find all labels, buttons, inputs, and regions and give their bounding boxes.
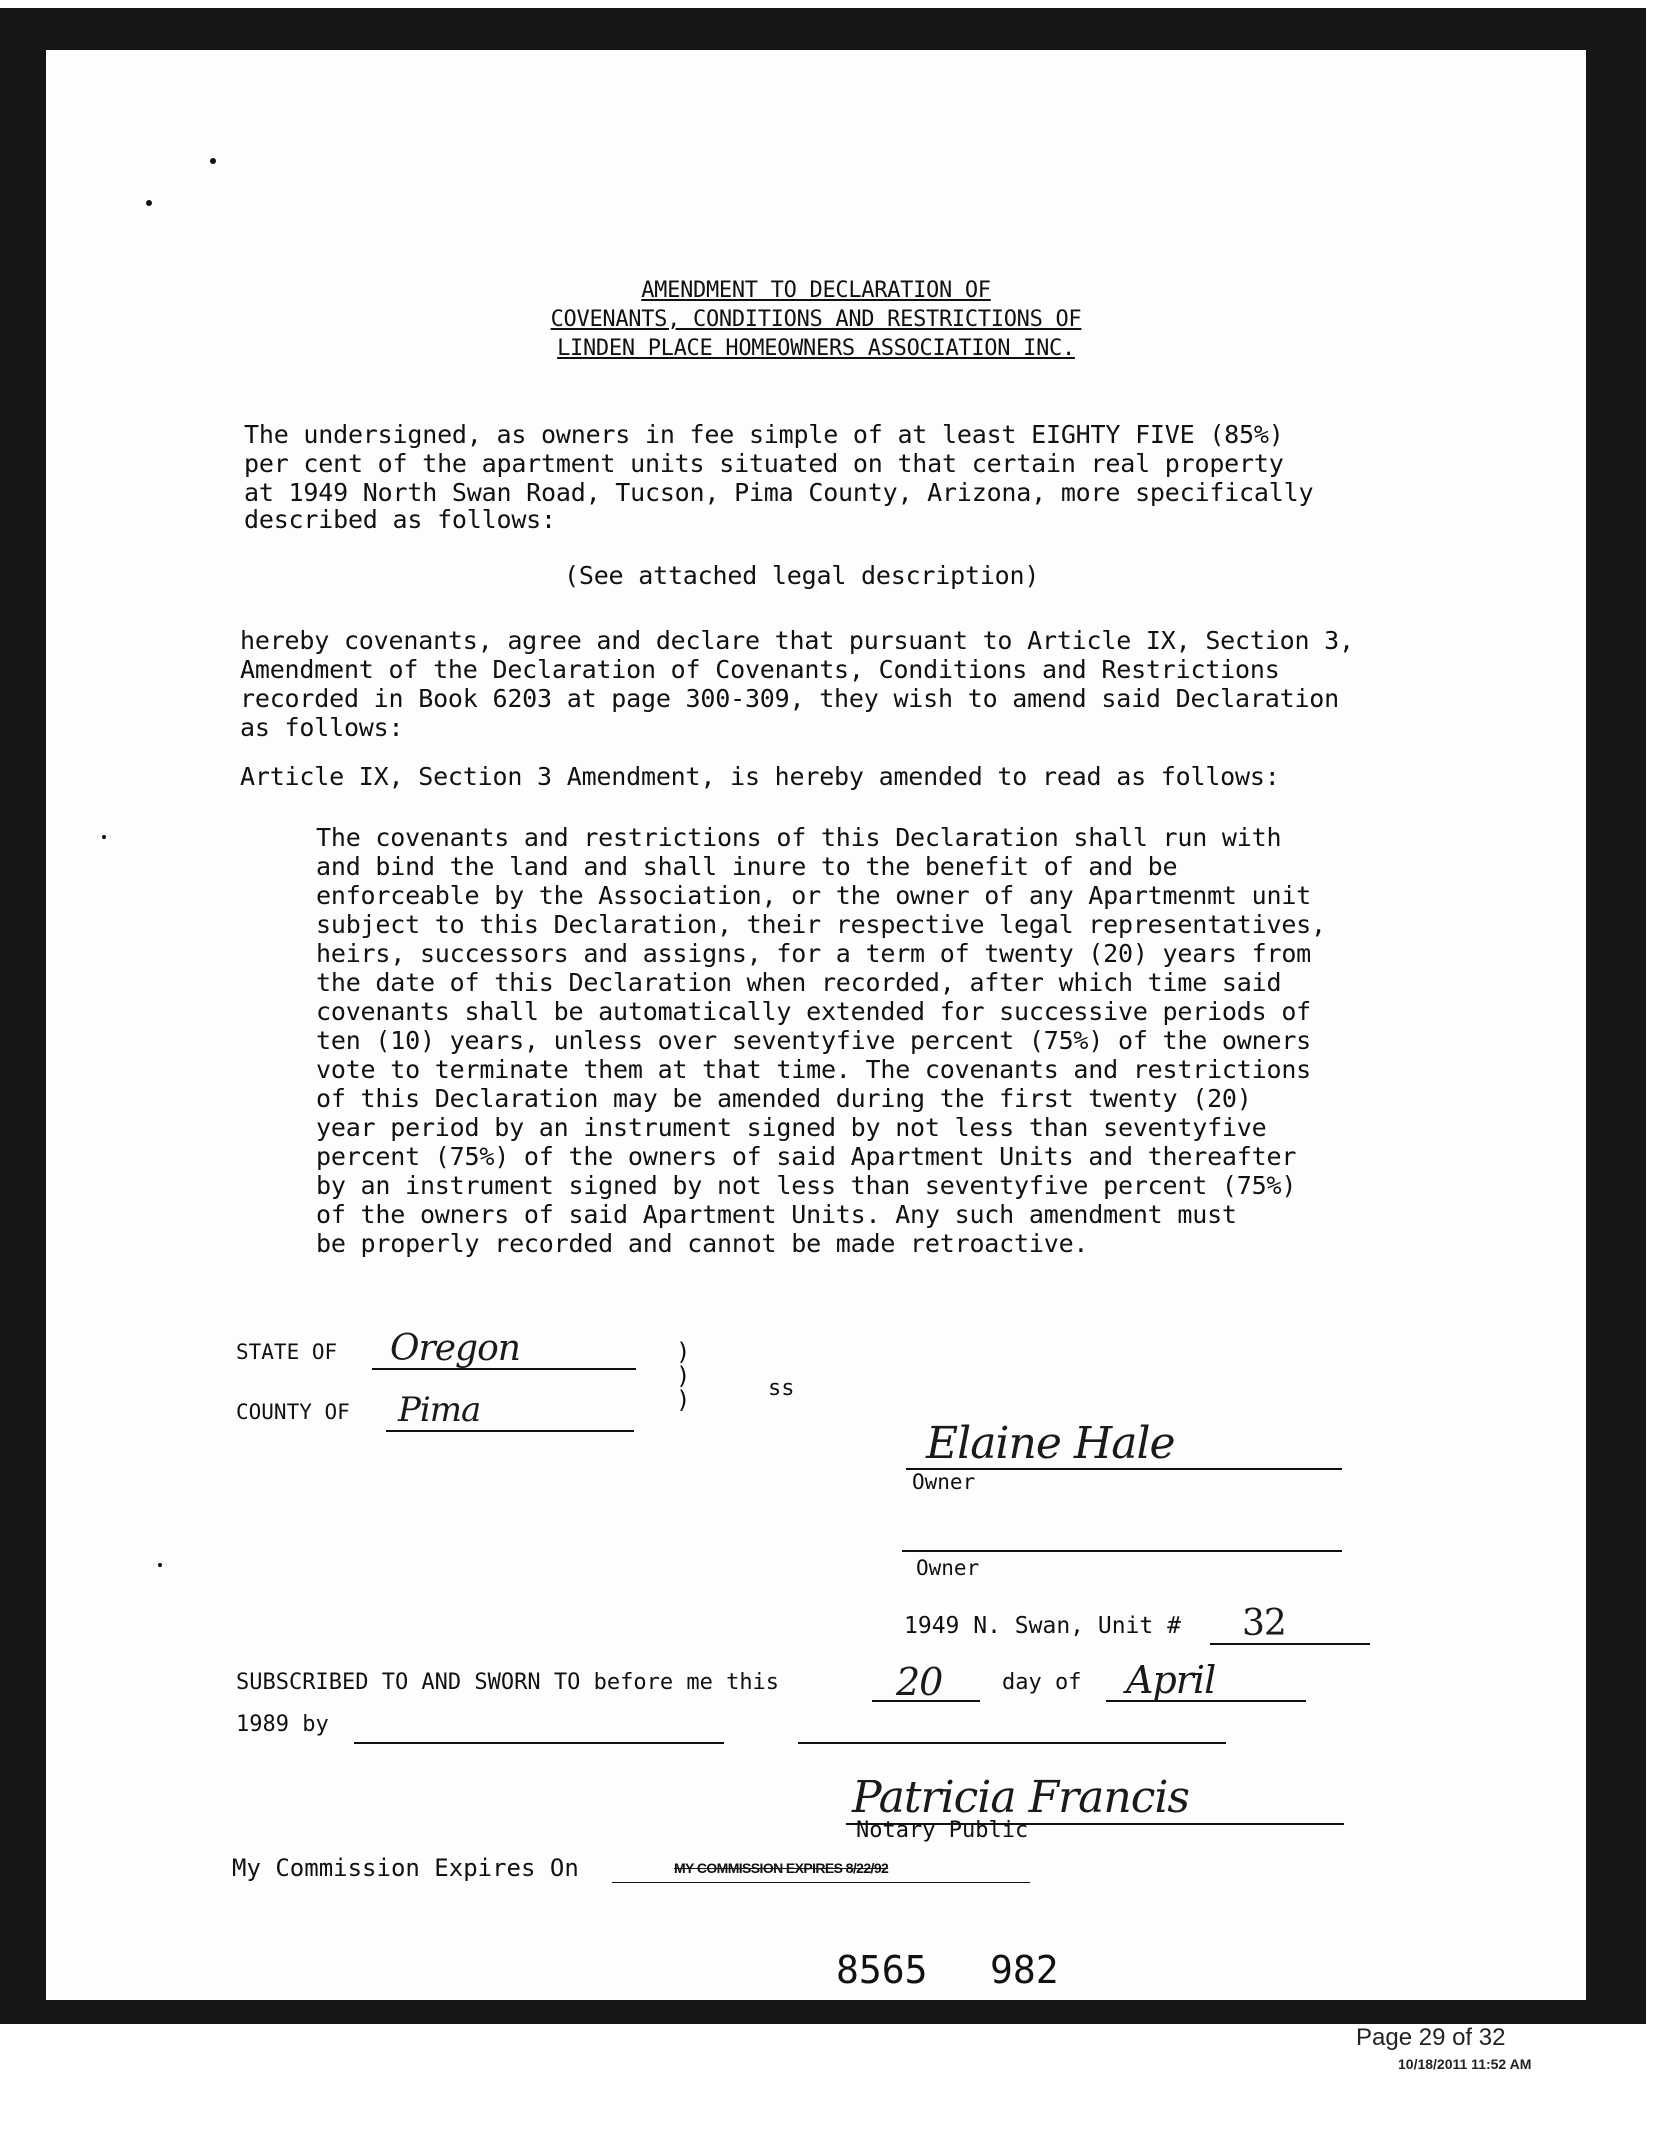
commission-stamp: MY COMMISSION EXPIRES 8/22/92 xyxy=(674,1860,889,1876)
sworn-text: SUBSCRIBED TO AND SWORN TO before me this xyxy=(236,1670,780,1695)
sworn-day-of: day of xyxy=(1002,1670,1082,1695)
page-counter: Page 29 of 32 xyxy=(1356,2024,1506,2051)
state-label: STATE OF xyxy=(236,1340,338,1364)
owner-label-2: Owner xyxy=(916,1556,980,1580)
owner-label-1: Owner xyxy=(912,1470,976,1494)
document-page xyxy=(46,50,1586,2000)
commission-label: My Commission Expires On xyxy=(232,1854,579,1882)
intro-paragraph: The undersigned, as owners in fee simple of at least EIGHTY FIVE (85%) per cent of the apartment units situated on that certain real property at 1949 North Swan Road, Tucson, Pima County, Arizona, more specifically described as follows: xyxy=(244,420,1314,534)
scan-speck xyxy=(158,1563,162,1567)
owner-signature-line-2[interactable] xyxy=(902,1550,1342,1552)
commission-field[interactable] xyxy=(612,1882,1030,1883)
county-field[interactable] xyxy=(386,1430,634,1432)
scan-speck xyxy=(146,200,152,206)
recording-book-number: 8565 xyxy=(836,1948,928,1992)
title-line-2: COVENANTS, CONDITIONS AND RESTRICTIONS OF xyxy=(550,307,1082,332)
article-heading: Article IX, Section 3 Amendment, is hereby amended to read as follows: xyxy=(240,762,1280,791)
sworn-by-field-2[interactable] xyxy=(798,1742,1226,1744)
amendment-text: The covenants and restrictions of this Declaration shall run with and bind the land and shall inure to the benefit of and be enforceable by the Association, or the owner of any Apartmenmt unit subject to this Declaration, their respective legal representatives, heirs, successors and assigns, for a term of twenty (20) years from the date of this Declaration when recorded, after which time said covenants shall be automatically extended for successive periods of ten (10) years, unless over seventyfive percent (75%) of the owners vote to terminate them at that time. The covenants and restrictions of this Declaration may be amended during the first twenty (20) year period by an instrument signed by not less than seventyfive percent (75%) of the owners of said Apartment Units and thereafter by an instrument signed by not less than seventyfive percent (75%) of the owners of said Apartment Units. Any such amendment must be properly recorded and cannot be made retroactive. xyxy=(316,823,1326,1258)
notary-label: Notary Public xyxy=(856,1818,1029,1843)
sworn-day-handwritten: 20 xyxy=(896,1660,943,1704)
sworn-month-handwritten: April xyxy=(1126,1658,1216,1702)
notary-signature: Patricia Francis xyxy=(852,1772,1190,1823)
unit-number-handwritten: 32 xyxy=(1242,1603,1286,1644)
state-handwritten: Oregon xyxy=(390,1328,520,1369)
recording-page-number: 982 xyxy=(990,1948,1059,1992)
covenant-paragraph: hereby covenants, agree and declare that pursuant to Article IX, Section 3, Amendment of the Declaration of Covenants, Conditions and Restrictions recorded in Book 6203 at page 300-309, they wish to amend said Declaration as follows: xyxy=(240,626,1354,742)
unit-prefix: 1949 N. Swan, Unit # xyxy=(904,1613,1181,1639)
title-line-3: LINDEN PLACE HOMEOWNERS ASSOCIATION INC. xyxy=(557,336,1075,361)
document-title xyxy=(46,276,1586,363)
sworn-by-field-1[interactable] xyxy=(354,1742,724,1744)
venue-brackets: ) ) ) xyxy=(676,1338,691,1414)
scan-border xyxy=(0,8,1646,2024)
unit-field[interactable] xyxy=(1210,1643,1370,1645)
county-handwritten: Pima xyxy=(398,1390,481,1430)
print-timestamp: 10/18/2011 11:52 AM xyxy=(1398,2056,1532,2072)
title-line-1: AMENDMENT TO DECLARATION OF xyxy=(641,278,991,303)
sworn-year-by: 1989 by xyxy=(236,1712,329,1737)
owner-signature: Elaine Hale xyxy=(926,1418,1175,1469)
see-attached-note: (See attached legal description) xyxy=(564,561,1040,590)
scan-speck xyxy=(102,835,106,839)
scan-speck xyxy=(210,158,216,164)
ss-label: ss xyxy=(768,1376,795,1401)
county-label: COUNTY OF xyxy=(236,1400,350,1424)
